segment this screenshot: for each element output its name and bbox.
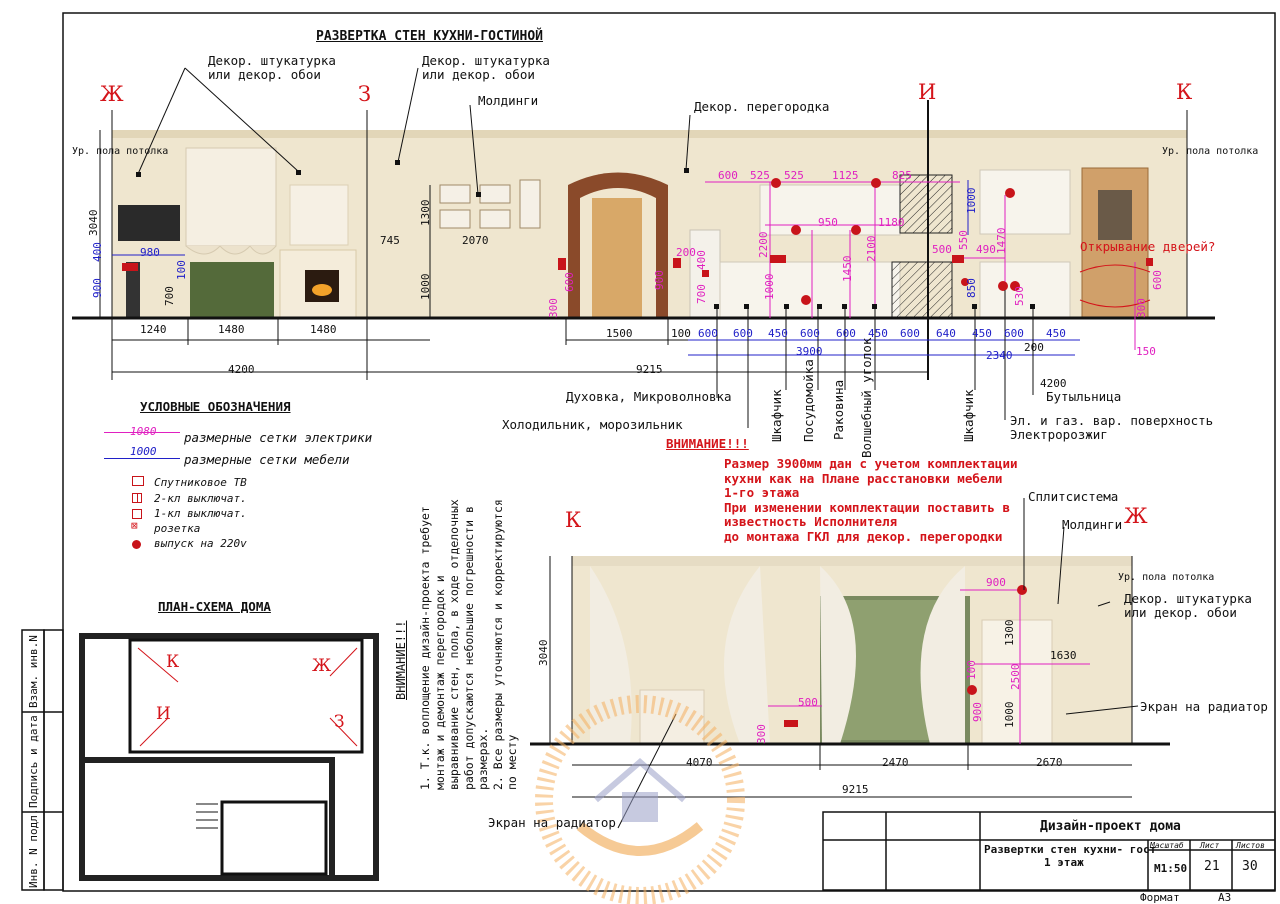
fur-dim-600-c: 600 [800,327,820,340]
el-dim-2200: 2200 [757,231,770,258]
warning-line: 1-го этажа [724,485,800,501]
fur-dim-600-d: 600 [836,327,856,340]
outlet-220v-icon [132,540,141,549]
stamp-project: Дизайн-проект дома [1040,819,1181,834]
el-dim-200: 200 [676,246,696,259]
radiator-outlet [967,685,977,695]
wall-letter-i: И [918,80,937,104]
el-dim-825: 825 [892,169,912,182]
vertical-note-text: 1. Т.к. воплощение дизайн-проекта требует монтаж и демонтаж перегородок и выравнивание стен, пола, в ходе отделочных работ допускаются небольшие погрешности в размерах. 2. Все размеры уточняются и корректируются по месту [418,499,519,790]
el-dim-1000: 1000 [763,273,776,300]
warning-line: Размер 3900мм дан с учетом комплектации [724,456,1018,471]
el-dim-1450: 1450 [841,255,854,282]
el-dim-2100: 2100 [865,235,878,262]
dim-1300: 1300 [419,199,432,226]
socket-icon: ⊠ [131,519,138,532]
window-view-illustration [190,262,274,318]
fur-dim-850: 850 [965,278,978,298]
fur-dim-600-b: 600 [733,327,753,340]
callout-bottle: Бутыльница [1046,389,1122,404]
fur-dim-2340: 2340 [986,349,1013,362]
dim-900: 900 [91,278,104,298]
b-dim-2500: 2500 [1009,663,1022,690]
dim-total-4200: 4200 [228,363,255,376]
stamp-sheet-name-1: Развертки стен кухни- гост [984,843,1157,856]
dim-100: 100 [671,327,691,340]
callout-partition: Декор. перегородка [694,99,830,114]
bottom-socket [784,720,798,727]
callout-cabinet-1: Шкафчик [769,389,784,442]
b-dim-4070: 4070 [686,756,713,769]
dim-700: 700 [163,286,176,306]
callout-dishwasher: Посудомойка [801,359,816,442]
callout-plaster-1: Декор. штукатурка или декор. обои [208,53,336,82]
plan-letter-z: З [334,712,345,732]
warning-line: до монтажа ГКЛ для декор. перегородки [724,528,1003,544]
stamp-scale: М1:50 [1154,862,1188,875]
legend-item-label: розетка [154,522,201,535]
dim-100-tv: 100 [175,260,188,280]
dim-400: 400 [91,242,104,262]
dim-1480-a: 1480 [218,323,245,336]
stamp-inv-original: Инв. N подл. [27,808,40,888]
house-plan [82,636,376,878]
ceiling-level-right: Ур. пола потолка [1162,146,1259,157]
plan-letter-k: К [166,652,180,672]
legend-item-label: 2-кл выключат. [154,492,247,505]
callout-radiator-screen-2: Экран на радиатор [488,815,616,830]
el-dim-700: 700 [695,284,708,304]
stamp-scale-header: Масштаб [1150,841,1184,850]
b-dim-900-v: 900 [971,702,984,722]
stamp-replace-inv: Взам. инв.N [27,635,40,708]
fur-dim-4200: 4200 [1040,377,1067,390]
dim-total-9215: 9215 [636,363,663,376]
el-dim-525-b: 525 [784,169,804,182]
el-dim-600-c: 600 [1151,270,1164,290]
split-outlet [1017,585,1027,595]
dim-1000: 1000 [419,273,432,300]
b-dim-900: 900 [986,576,1006,589]
callout-fridge: Холодильник, морозильник [502,417,683,432]
dim-1480-b: 1480 [310,323,337,336]
callout-cabinet-2: Шкафчик [961,389,976,442]
legend-title: УСЛОВНЫЕ ОБОЗНАЧЕНИЯ [140,399,291,414]
callout-moldings-2: Молдинги [1062,517,1123,532]
warning-title: ВНИМАНИЕ!!! [666,436,749,451]
stamp-signature-date: Подпись и дата [27,715,40,808]
legend-item-label: выпуск на 220v [154,537,247,550]
double-switch-icon [132,493,142,503]
fur-dim-450-d: 450 [1046,327,1066,340]
format-label: Формат [1140,891,1180,904]
el-dim-1125: 1125 [832,169,859,182]
warning-line: При изменении комплектации поставить в [724,499,1010,515]
el-dim-300: 300 [547,298,560,318]
el-dim-400: 400 [695,250,708,270]
fur-dim-450-c: 450 [972,327,992,340]
stamp-sheet-header: Лист [1200,841,1220,850]
el-dim-490: 490 [976,243,996,256]
el-dim-500: 500 [932,243,952,256]
callout-plaster-3: Декор. штукатурка или декор. обои [1124,591,1252,620]
vertical-note-title: ВНИМАНИЕ!!! [394,620,408,700]
el-dim-600: 600 [718,169,738,182]
callout-hob: Эл. и газ. вар. поверхность [1010,413,1214,428]
callout-radiator-screen: Экран на радиатор [1140,699,1268,714]
b-dim-500: 500 [798,696,818,709]
callout-moldings: Молдинги [478,93,539,108]
warning-body [724,457,1018,545]
callout-oven: Духовка, Микроволновка [566,389,732,404]
wall-letter-zh: Ж [100,82,124,106]
fur-dim-640: 640 [936,327,956,340]
legend-item-label: Спутниковое ТВ [154,476,247,489]
fur-dim-600-e: 600 [900,327,920,340]
sheet-title: РАЗВЕРТКА СТЕН КУХНИ-ГОСТИНОЙ [316,29,543,44]
fur-dim-600-f: 600 [1004,327,1024,340]
el-dim-900: 900 [653,270,666,290]
el-dim-600-b: 600 [563,272,576,292]
legend-furniture-line [104,458,180,459]
callout-igniter: Электророзжиг [1010,427,1108,442]
callout-sink: Раковина [831,379,846,440]
stamp-sheet-name-2: 1 этаж [1044,856,1084,869]
tv-illustration [118,205,180,241]
dim-980: 980 [140,246,160,259]
door-question: Открывание дверей? [1080,239,1216,254]
b-dim-300: 300 [755,724,768,744]
el-dim-300-b: 300 [1135,298,1148,318]
b-dim-1630: 1630 [1050,649,1077,662]
el-dim-525-a: 525 [750,169,770,182]
el-dim-1180: 1180 [878,216,905,229]
b-dim-100: 100 [965,660,978,680]
el-dim-530: 530 [1013,286,1026,306]
legend-furniture-label: размерные сетки мебели [184,452,350,467]
format-value: А3 [1218,891,1232,904]
dim-1500: 1500 [606,327,633,340]
bottom-letter-zh: Ж [1124,504,1148,528]
b-dim-1000: 1000 [1003,701,1016,728]
dim-745: 745 [380,234,400,247]
warning-line: известность Исполнителя [724,514,898,530]
satellite-tv-icon [132,476,144,486]
stamp-sheets-header: Листов [1236,841,1265,850]
b-dim-2670: 2670 [1036,756,1063,769]
el-dim-950: 950 [818,216,838,229]
legend-electric-label: размерные сетки электрики [184,430,373,445]
el-dim-1470: 1470 [995,227,1008,254]
stamp-sheets: 30 [1242,859,1258,874]
fur-dim-600-a: 600 [698,327,718,340]
legend-electric-sample: 1080 [130,425,157,438]
fur-dim-1000: 1000 [965,187,978,214]
ceiling-level-left: Ур. пола потолка [72,146,169,157]
top-elevation [72,100,1215,380]
single-switch-icon [132,509,142,519]
ceiling-level-bottom: Ур. пола потолка [1118,572,1215,583]
fur-dim-3900: 3900 [796,345,823,358]
b-dim-3040: 3040 [537,639,550,666]
b-dim-1300: 1300 [1003,619,1016,646]
fur-dim-450-a: 450 [768,327,788,340]
b-dim-total-9215: 9215 [842,783,869,796]
callout-plaster-2: Декор. штукатурка или декор. обои [422,53,550,82]
bottom-letter-k: К [565,508,582,532]
dim-1240: 1240 [140,323,167,336]
plan-letter-i: И [156,704,171,724]
b-dim-2470: 2470 [882,756,909,769]
el-dim-150: 150 [1136,345,1156,358]
el-dim-550: 550 [957,230,970,250]
dim-3040-top: 3040 [87,209,100,236]
warning-line: кухни как на Плане расстановки мебели [724,470,1003,486]
legend-item-label: 1-кл выключат. [154,507,247,520]
callout-split: Сплитсистема [1028,489,1119,504]
fur-dim-450-b: 450 [868,327,888,340]
plan-letter-zh: Ж [312,656,332,676]
legend-furniture-sample: 1000 [130,445,157,458]
plan-title: ПЛАН-СХЕМА ДОМА [158,599,271,614]
dim-2070: 2070 [462,234,489,247]
wall-letter-k: К [1176,80,1193,104]
wall-letter-z: З [358,82,372,106]
callout-magic-corner: Волшебный уголок [859,337,874,458]
stamp-sheet: 21 [1204,859,1220,874]
fur-dim-200: 200 [1024,341,1044,354]
